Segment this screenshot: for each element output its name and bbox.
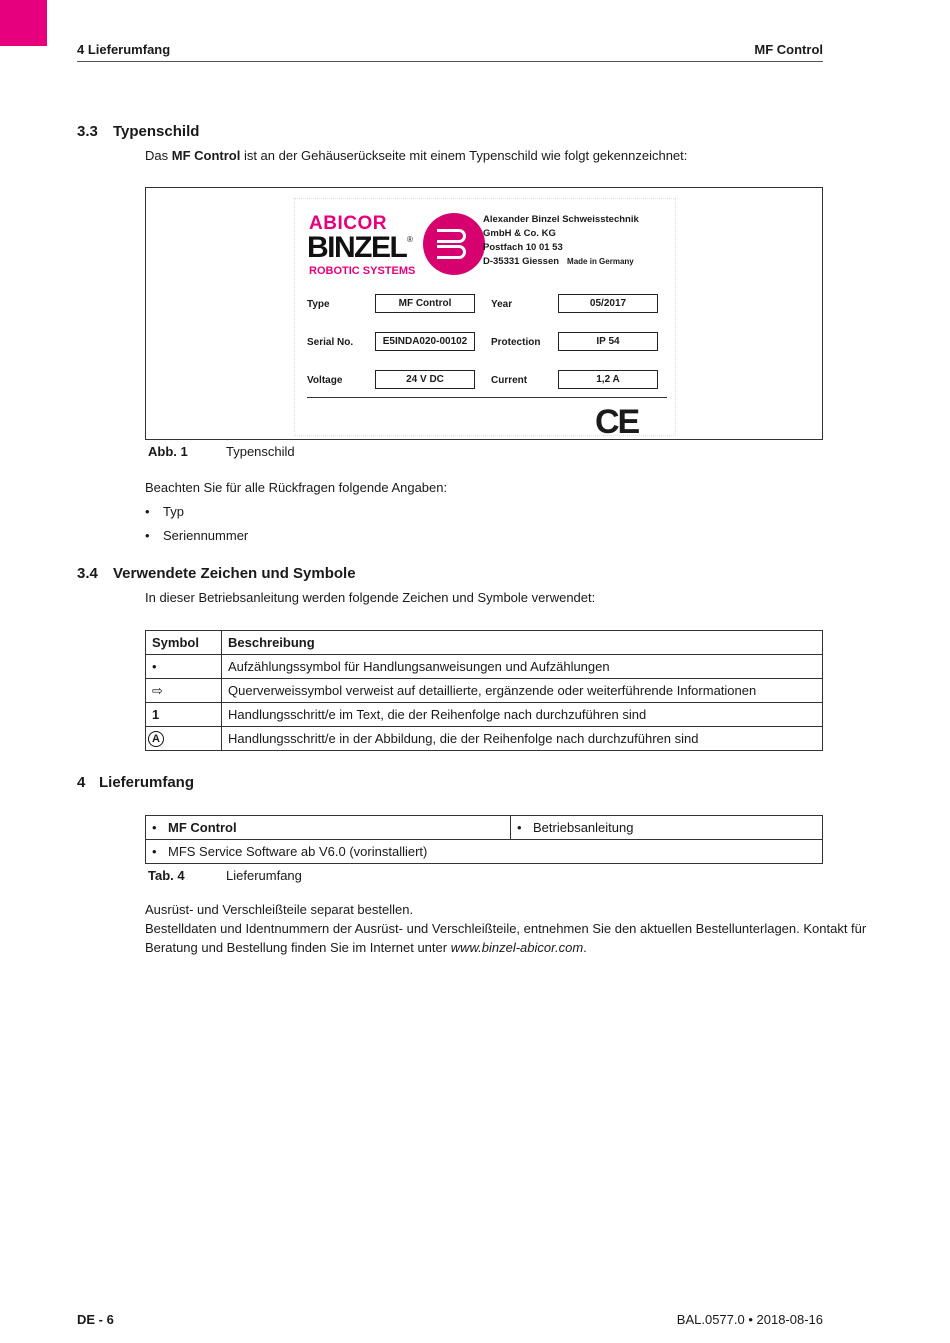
binzel-logo-icon	[423, 213, 485, 275]
section-3-3-intro: Das MF Control ist an der Gehäuserückseite mit einem Typenschild wie folgt gekennzeichnet:	[145, 148, 688, 163]
table-header-description: Beschreibung	[222, 631, 823, 655]
plate-current-value: 1,2 A	[558, 370, 658, 389]
page-header	[77, 42, 823, 62]
note-list	[145, 504, 248, 552]
plate-type-label: Type	[307, 299, 330, 310]
order-info-contact: Beratung und Bestellung finden Sie im Internet unter www.binzel-abicor.com.	[145, 940, 587, 955]
section-heading-3-4: 3.4 Verwendete Zeichen und Symbole	[77, 565, 356, 582]
symbol-table	[145, 630, 823, 751]
parts-note: Ausrüst- und Verschleißteile separat bestellen.	[145, 902, 414, 917]
plate-protection-value: IP 54	[558, 332, 658, 351]
order-info: Bestelldaten und Identnummern der Ausrüst- und Verschleißteile, entnehmen Sie den aktuellen Bestellunterlagen. Kontakt für	[145, 921, 867, 936]
plate-voltage-label: Voltage	[307, 375, 343, 386]
step-number-symbol: 1	[146, 703, 222, 727]
website-link[interactable]: www.binzel-abicor.com	[450, 940, 584, 955]
plate-protection-label: Protection	[491, 337, 541, 348]
plate-year-label: Year	[491, 299, 513, 310]
list-item: • Seriennummer	[145, 528, 248, 552]
plate-current-label: Current	[491, 375, 528, 386]
list-item: • MFS Service Software ab V6.0 (vorinstalliert)	[146, 840, 823, 864]
section-heading-3-3: 3.3 Typenschild	[77, 123, 200, 140]
type-plate	[294, 198, 676, 441]
list-item: • Typ	[145, 504, 248, 528]
table-row	[146, 840, 823, 864]
table-row: A Handlungsschritt/e in der Abbildung, die der Reihenfolge nach durchzuführen sind	[146, 727, 823, 751]
document-id: BAL.0577.0 • 2018-08-16	[676, 1312, 823, 1327]
table-row: 1 Handlungsschritt/e im Text, die der Reihenfolge nach durchzuführen sind	[146, 703, 823, 727]
bullet-symbol: •	[146, 655, 222, 679]
section-3-4-intro: In dieser Betriebsanleitung werden folgende Zeichen und Symbole verwendet:	[145, 590, 596, 605]
note-text: Beachten Sie für alle Rückfragen folgende Angaben:	[145, 480, 448, 495]
figure-type-plate	[145, 187, 823, 440]
figure-caption: Abb. 1 Typenschild	[148, 444, 295, 459]
circled-letter-icon: A	[148, 731, 164, 747]
arrow-right-icon: ⇨	[146, 679, 222, 703]
table-row: • Aufzählungssymbol für Handlungsanweisungen und Aufzählungen	[146, 655, 823, 679]
list-item: • MF Control	[146, 816, 511, 840]
table-header-symbol: Symbol	[146, 631, 222, 655]
scope-of-delivery-table	[145, 815, 823, 864]
header-product: MF Control	[754, 42, 823, 57]
ce-mark-icon: CE	[595, 403, 639, 441]
header-chapter: 4 Lieferumfang	[77, 42, 171, 57]
section-heading-4: 4 Lieferumfang	[77, 774, 195, 791]
plate-serial-value: E5INDA020-00102	[375, 332, 475, 351]
page-tab-marker	[0, 0, 47, 46]
plate-voltage-value: 24 V DC	[375, 370, 475, 389]
table-caption: Tab. 4 Lieferumfang	[148, 868, 302, 883]
plate-type-value: MF Control	[375, 294, 475, 313]
binzel-logo: ABICOR BINZEL ® ROBOTIC SYSTEMS	[307, 209, 477, 279]
plate-year-value: 05/2017	[558, 294, 658, 313]
plate-serial-label: Serial No.	[307, 337, 354, 348]
table-row: ⇨ Querverweissymbol verweist auf detaillierte, ergänzende oder weiterführende Informationen	[146, 679, 823, 703]
list-item: • Betriebsanleitung	[511, 816, 823, 840]
table-row	[146, 816, 823, 840]
page-number: DE - 6	[77, 1312, 114, 1327]
plate-divider	[307, 397, 667, 398]
manufacturer-address: Alexander Binzel Schweisstechnik GmbH & Co. KG Postfach 10 01 53 D-35331 Giessen Made in Germany	[483, 214, 639, 267]
